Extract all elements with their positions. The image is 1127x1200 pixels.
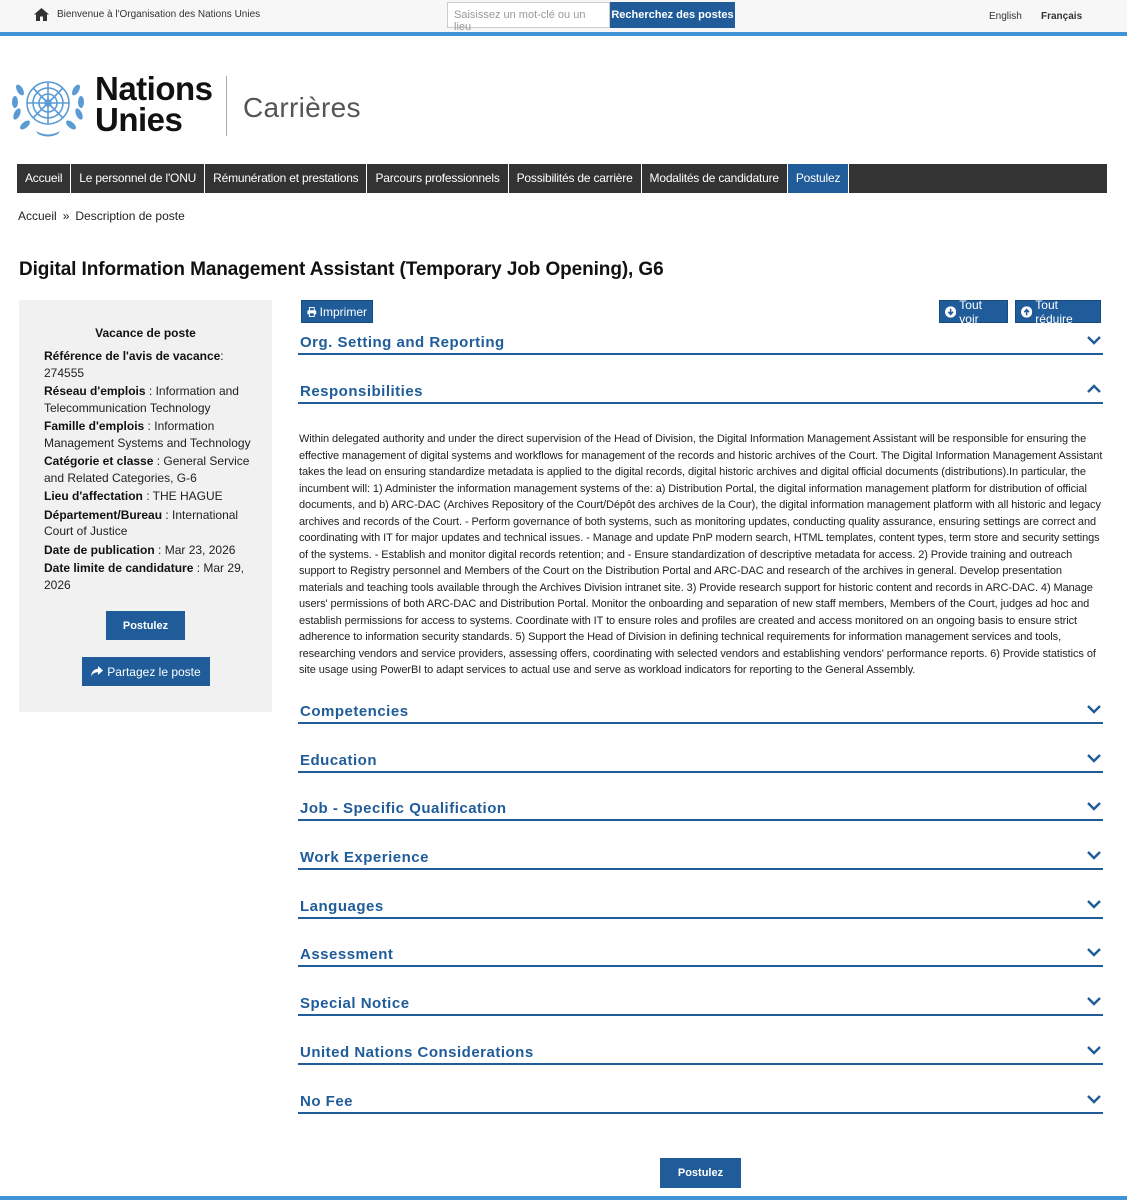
accordion-languages[interactable] — [298, 897, 1103, 919]
brand-name[interactable] — [95, 70, 213, 138]
share-button[interactable] — [82, 657, 210, 686]
job-fact-label: Réseau d'emplois — [44, 384, 146, 398]
job-fact-value: Mar 23, 2026 — [164, 542, 236, 557]
chevron-down-icon[interactable] — [1087, 947, 1101, 957]
job-fact-value: International Court of Justice — [44, 507, 239, 538]
nav-item-modalit-s-de-candidature[interactable]: Modalités de candidature — [642, 164, 788, 193]
chevron-down-icon[interactable] — [1087, 753, 1101, 763]
accordion-united-nations-considerations[interactable] — [298, 1043, 1103, 1065]
job-fact-row — [44, 453, 254, 486]
accordion-title: No Fee — [300, 1093, 354, 1110]
job-fact-label: Département/Bureau — [44, 507, 163, 522]
chevron-down-icon[interactable] — [1087, 335, 1101, 345]
share-button-label: Partagez le poste — [107, 664, 201, 679]
footer-divider — [0, 1196, 1127, 1200]
accordion-no-fee[interactable] — [298, 1092, 1103, 1114]
job-fact-separator: : — [153, 454, 161, 468]
chevron-down-icon[interactable] — [1087, 899, 1101, 909]
job-fact-value: 274555 — [44, 365, 85, 380]
language-english-link[interactable]: English — [989, 11, 1022, 22]
chevron-up-icon[interactable] — [1087, 384, 1101, 394]
accordion-title: Education — [300, 752, 378, 769]
welcome-link[interactable] — [34, 8, 260, 21]
job-fact-value: THE HAGUE — [152, 489, 223, 503]
chevron-down-icon[interactable] — [1087, 996, 1101, 1006]
accordion-title: Competencies — [300, 703, 409, 720]
job-fact-row — [44, 560, 254, 593]
arrow-circle-down-icon — [945, 306, 956, 318]
accordion-title: Assessment — [300, 946, 394, 963]
welcome-text: Bienvenue à l'Organisation des Nations Unies — [57, 9, 261, 20]
print-label: Imprimer — [319, 304, 367, 319]
un-emblem-logo[interactable] — [8, 70, 88, 140]
expand-all-label: Tout voir — [959, 297, 982, 326]
accordion-title: Languages — [300, 898, 384, 915]
accordion-title: Responsibilities — [300, 383, 424, 400]
job-fact-separator: : — [154, 542, 162, 557]
accordion-org-setting-and-reporting[interactable] — [298, 333, 1103, 355]
job-fact-separator: : — [145, 384, 153, 398]
job-fact-value: General Service and Related Categories, G-6 — [44, 454, 250, 485]
job-fact-value: Mar 29, 2026 — [44, 561, 245, 592]
careers-title[interactable]: Carrières — [243, 92, 361, 123]
arrow-circle-up-icon — [1021, 306, 1032, 318]
job-fact-label: Référence de l'avis de vacance — [44, 349, 221, 363]
search-button[interactable]: Recherchez des postes — [610, 2, 735, 28]
job-fact-row — [44, 507, 254, 540]
top-bar — [0, 0, 1127, 36]
nav-item-possibilit-s-de-carri-re[interactable]: Possibilités de carrière — [509, 164, 642, 193]
nav-item-parcours-professionnels[interactable]: Parcours professionnels — [367, 164, 508, 193]
language-french-link[interactable]: Français — [1041, 11, 1083, 22]
accordion-job-specific-qualification[interactable] — [298, 799, 1103, 821]
chevron-down-icon[interactable] — [1087, 850, 1101, 860]
job-facts — [44, 348, 254, 595]
breadcrumb-current: Description de poste — [75, 209, 185, 223]
job-fact-row — [44, 418, 254, 451]
brand-line2: Unies — [95, 101, 183, 138]
chevron-down-icon[interactable] — [1087, 1094, 1101, 1104]
job-fact-row — [44, 488, 254, 505]
job-fact-value: Information Management Systems and Technology — [44, 419, 251, 450]
accordion-competencies[interactable] — [298, 702, 1103, 724]
chevron-down-icon[interactable] — [1087, 704, 1101, 714]
main-nav — [17, 164, 1107, 193]
brand-line1: Nations — [95, 70, 213, 107]
accordion-special-notice[interactable] — [298, 994, 1103, 1016]
nav-item-accueil[interactable]: Accueil — [17, 164, 71, 193]
sidebar-title: Vacance de poste — [95, 326, 196, 340]
accordion-title: Special Notice — [300, 995, 410, 1012]
breadcrumb-home[interactable]: Accueil — [18, 209, 57, 223]
job-fact-label: Catégorie et classe — [44, 454, 154, 468]
nav-item-postulez[interactable]: Postulez — [788, 164, 849, 193]
collapse-all-button[interactable] — [1015, 297, 1101, 326]
brand-divider — [226, 76, 227, 136]
accordion-title: Org. Setting and Reporting — [300, 334, 505, 351]
job-fact-separator: : — [142, 489, 150, 503]
share-icon — [91, 666, 103, 677]
chevron-down-icon[interactable] — [1087, 801, 1101, 811]
accordion-title: Work Experience — [300, 849, 429, 866]
apply-button[interactable]: Postulez — [106, 611, 185, 640]
job-fact-label: Date de publication — [44, 542, 155, 557]
chevron-down-icon[interactable] — [1087, 1045, 1101, 1055]
printer-icon — [307, 306, 317, 318]
job-fact-label: Famille d'emplois — [44, 419, 145, 433]
job-summary-sidebar — [19, 300, 272, 712]
job-fact-separator: : — [162, 507, 169, 522]
job-fact-row — [44, 542, 254, 559]
breadcrumb-separator: » — [62, 209, 70, 223]
job-fact-row — [44, 348, 254, 381]
home-icon — [34, 8, 49, 21]
nav-item-le-personnel-de-l-onu[interactable]: Le personnel de l'ONU — [71, 164, 205, 193]
page-title: Digital Information Management Assistant (Temporary Job Opening), G6 — [19, 259, 664, 280]
accordion-responsibilities[interactable] — [298, 382, 1103, 404]
accordion-assessment[interactable] — [298, 945, 1103, 967]
job-fact-separator: : — [193, 561, 201, 575]
breadcrumb — [18, 209, 185, 223]
job-fact-separator: : — [144, 419, 151, 433]
job-fact-separator: : — [220, 349, 224, 363]
print-button[interactable] — [301, 300, 373, 323]
accordion-work-experience[interactable] — [298, 848, 1103, 870]
collapse-all-label: Tout réduire — [1035, 297, 1073, 326]
accordion-education[interactable] — [298, 751, 1103, 773]
job-fact-row — [44, 383, 254, 416]
job-fact-label: Lieu d'affectation — [44, 489, 143, 503]
accordion-title: United Nations Considerations — [300, 1044, 534, 1061]
responsibilities-body: Within delegated authority and under the direct supervision of the Head of Division, the Digital Information Management Assistant will be responsible for ensuring the effective management of digital systems and workflows for management of the records and historic archives of the Court. The Digital Information Management Assistant takes the lead on ensuring standardize metadata is applied to the digital records, digital historic archives and digital official documents (distributions).In particular, the incumbent will: 1) Administer the information management systems of the: a) Distribution Portal, the digital information management platform for distribution of official documents, and b) ARC-DAC (Archives Repository of the Court/Dépôt des archives de la Cour), the digital information management platform with all historic and legacy archives and records of the Court. - Perform governance of both systems, such as monitoring updates, conducting quality assurance, ensuring settings are correct and coordinating with IT for major updates and technical issues. - Manage and update PnP modern search, HTML templates, content types, term store and security settings of the systems. - Establish and monitor digital records retention; and - Ensure standardization of descriptive metadata for access. 2) Provide training and outreach support to Registry personnel and Members of the Court on the Distribution Portal and ARC-DAC and research of the archives in general. Develop presentation materials and teaching tools available through the Archives Division intranet site. 3) Provide research support for historic content and records in ARC-DAC. 4) Manage users' permissions of both ARC-DAC and Distribution Portal. Monitor the onboarding and separation of new staff members, Members of the Court, judges ad hoc and establish permissions for access to systems. Coordinate with IT to ensure roles and profiles are created and access monitored on an ongoing basis to ensure strict adherence to information security standards. 5) Support the Head of Division in defining technical requirements for information management services and tools, researching vendors and service providers, assessing offers, coordinating with selected vendors and establishing vendors' performance reports. 6) Provide statistics of site usage using PowerBI to adapt services to actual use and serve as workload indicators for reporting to the General Assembly. — [299, 433, 1103, 676]
job-fact-value: Information and Telecommunication Technology — [44, 384, 239, 415]
accordion-title: Job - Specific Qualification — [300, 800, 507, 817]
expand-all-button[interactable] — [939, 297, 1008, 326]
search-input[interactable]: Saisissez un mot-clé ou un lieu — [447, 2, 610, 28]
nav-item-r-mun-ration-et-prestations[interactable]: Rémunération et prestations — [205, 164, 367, 193]
job-fact-label: Date limite de candidature — [44, 561, 194, 575]
bottom-apply-button[interactable]: Postulez — [660, 1158, 741, 1188]
